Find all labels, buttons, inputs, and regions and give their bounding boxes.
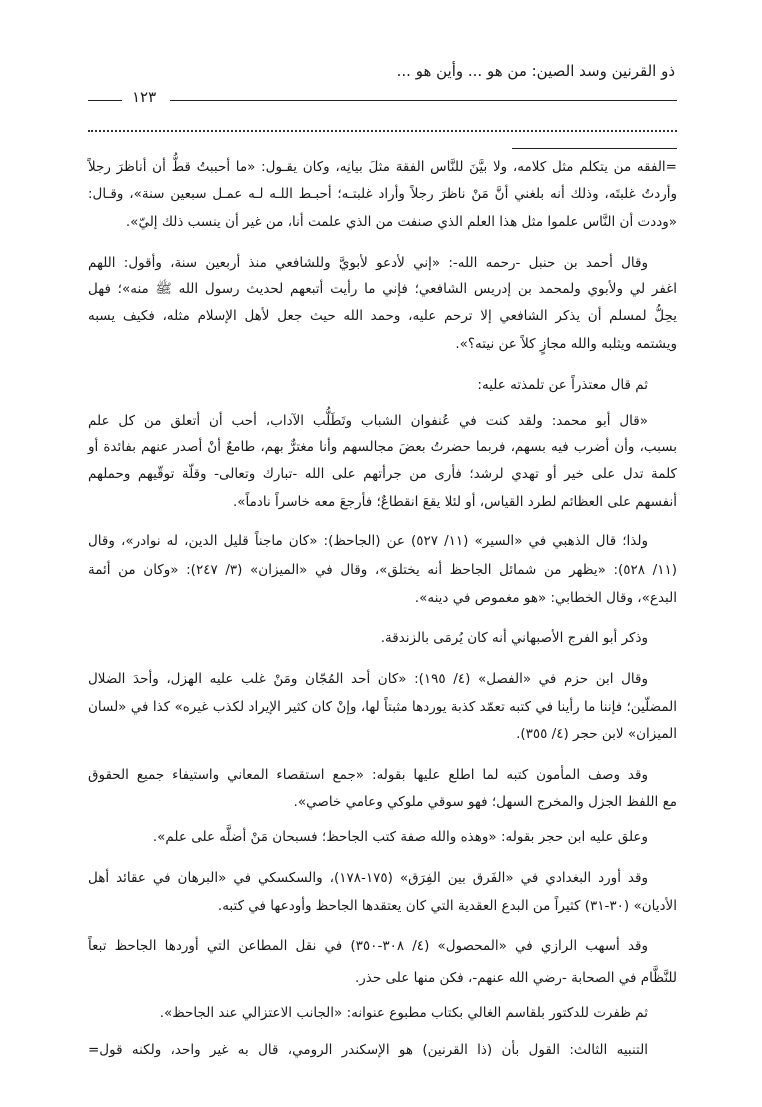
text-line: وأردتُ غلبتَه، وذلك أنه بلغني أنَّ مَنْ ناظرَ رجلاً وأراد غلبتـه؛ أحبـط اللـه لـه عمـل سبعين سنة»، وقـال: bbox=[88, 186, 677, 202]
text-line: وذكر أبو الفرج الأصبهاني أنه كان يُرمَى بالزندقة. bbox=[380, 630, 648, 646]
dotted-separator bbox=[88, 130, 677, 132]
text-line: «وددت أن النَّاس علموا مثل هذا العلم الذي صنفت من الذي علمت أنا، من غير أن ينسب ذلك إليّ». bbox=[125, 214, 677, 230]
running-title: ذو القرنين وسد الصين: من هو ... وأين هو ... bbox=[396, 62, 675, 80]
text-line: مع اللفظ الجزل والمخرج السهل؛ فهو سوقي ملوكي وعامي خاصي». bbox=[293, 794, 677, 810]
text-line: التنبيه الثالث: القول بأن (ذا القرنين) هو الإسكندر الرومي، قال به غير واحد، ولكنه قول= bbox=[88, 1042, 648, 1058]
header-rule-left bbox=[88, 100, 122, 101]
text-line: وقد وصف المأمون كتبه لما اطلع عليها بقوله: «جمع استقصاء المعاني واستيفاء جميع الحقوق bbox=[88, 767, 648, 783]
text-line: ثم ظفرت للدكتور بلقاسم الغالي بكتاب مطبوع عنوانه: «الجانب الاعتزالي عند الجاحظ». bbox=[159, 1005, 648, 1021]
text-line: الأديان» (٣٠-٣١) كثيراً من البدع العقدية التي كان يعتقدها الجاحظ وأودعها في كتبه. bbox=[217, 898, 677, 914]
text-line: المضلّين؛ فإننا ما رأينا في كتبه تعمّد كذبة يوردها مثبتاً لها، وإنْ كان كثير الإيراد لكذب غيره» كذا في «لسان bbox=[88, 699, 677, 715]
text-line: وقال ابن حزم في «الفصل» (٤/ ١٩٥): «كان أحد المُجّان ومَنْ غلب عليه الهزل، وأحدَ الضلال bbox=[88, 671, 648, 687]
footnote-separator bbox=[512, 148, 677, 149]
text-line: «قال أبو محمد: ولقد كنت في عُنفوان الشباب وتَطَلُّب الآداب، أحب أن أتعلق من كل علم bbox=[88, 413, 648, 429]
text-line: للنَّظَّام في الصحابة -رضي الله عنهم-، فكن منها على حذر. bbox=[354, 970, 677, 986]
text-line: بسبب، وأن أضرب فيه بسهم، فربما حضرتُ بعضَ مجالسهم وأنا مغترٌّ بهم، طامعٌ أنْ أصدر عنهم بفائدة أو bbox=[88, 439, 677, 455]
text-line: =الفقه من يتكلم مثل كلامه، ولا بيَّنَ للنَّاس الفقهَ مثلَ بيانِه، وكان يقـول: «ما أحببتُ قطُّ أن أناظرَ رجلاً bbox=[88, 159, 677, 175]
text-line: ويشتمه ويثلبه والله مجازٍ كلاً عن نيته؟». bbox=[455, 336, 677, 352]
text-line: ولذا؛ قال الذهبي في «السير» (١١/ ٥٢٧) عن (الجاحظ): «كان ماجناً قليل الدين، له نوادر»، وقال bbox=[88, 533, 648, 549]
text-line: الميزان» لابن حجر (٤/ ٣٥٥). bbox=[516, 726, 677, 742]
text-line: أنفسهم على العظائم لطرد القياس، أو لئلا يقعَ انقطاعٌ؛ فأرجعَ معه خاسراً نادماً». bbox=[232, 494, 677, 510]
page-number: ١٢٣ bbox=[128, 88, 160, 106]
text-line: ثم قال معتذراً عن تلمذته عليه: bbox=[477, 377, 648, 393]
text-line: كلمة تدل على خير أو تهدي لرشد؛ فأرى من جرأتهم على الله -تبارك وتعالى- وقلّة توقّيهم وحملهم bbox=[88, 466, 677, 482]
text-line: وقد أسهب الرازي في «المحصول» (٤/ ٣٠٨-٣٥٠) في نقل المطاعن التي أوردها الجاحظ تبعاً bbox=[88, 938, 649, 954]
text-line: وعلق عليه ابن حجر بقوله: «وهذه والله صفة كتب الجاحظ؛ فسبحان مَنْ أضلَّه على علم». bbox=[152, 829, 648, 845]
header-rule-right bbox=[170, 100, 677, 101]
text-line: يحِلُّ لمسلم أن يذكر الشافعي إلا ترحم عليه، وحمد الله حيث جعل لأهل الإسلام مثله، فكيف يسبه bbox=[88, 308, 677, 324]
text-line: البدع»، وقال الخطابي: «هو مغموص في دينه». bbox=[414, 590, 677, 606]
text-line: اغفر لي ولأبوي ولمحمد بن إدريس الشافعي؛ فإني ما رأيت أتبعهم لحديث رسول الله ﷺ منه»؛ فهل bbox=[88, 281, 677, 297]
text-line: (١١/ ٥٢٨): «يظهر من شمائل الجاحظ أنه يختلق»، وقال في «الميزان» (٣/ ٢٤٧): «وكان من أئمة bbox=[88, 562, 678, 578]
text-line: وقد أورد البغدادي في «الفَرق بين الفِرَق» (١٧٥-١٧٨)، والسكسكي في «البرهان في عقائد أهل bbox=[88, 870, 648, 886]
text-line: وقال أحمد بن حنبل -رحمه الله-: «إني لأدعو لأبويَّ وللشافعي منذ أربعين سنة، وأقول: اللهم bbox=[88, 255, 648, 271]
